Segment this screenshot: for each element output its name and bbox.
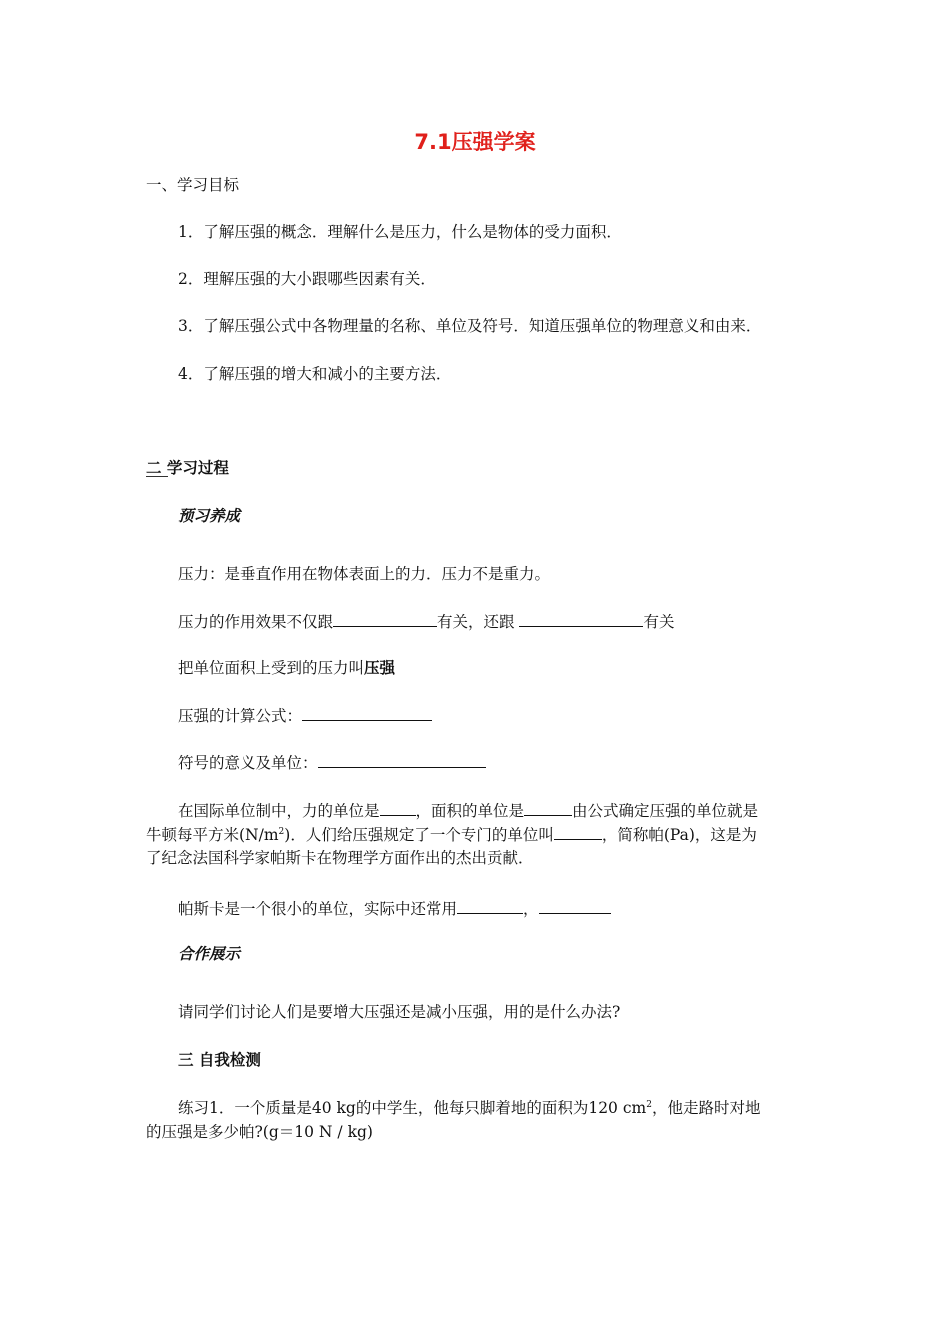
section-heading-selfcheck: 三 自我检测 bbox=[178, 1051, 261, 1069]
unit-area-text: 把单位面积上受到的压力叫 bbox=[178, 659, 365, 677]
si-paragraph-line-3: 了纪念法国科学家帕斯卡在物理学方面作出的杰出贡献． bbox=[146, 849, 534, 867]
goal-item: 3．了解压强公式中各物理量的名称、单位及符号．知道压强单位的物理意义和由来． bbox=[178, 317, 762, 335]
fill-blank[interactable] bbox=[519, 611, 643, 627]
fill-blank[interactable] bbox=[318, 752, 486, 768]
fill-blank[interactable] bbox=[302, 705, 432, 721]
exercise-text: 练习1．一个质量是40 kg的中学生，他每只脚着地的面积为120 cm bbox=[178, 1099, 647, 1117]
fill-blank[interactable] bbox=[333, 611, 437, 627]
effect-text-2: 有关，还跟 bbox=[437, 613, 520, 631]
fill-blank[interactable] bbox=[524, 800, 572, 816]
subheading-preview: 预习养成 bbox=[178, 507, 241, 525]
symbol-label: 符号的意义及单位： bbox=[178, 754, 318, 772]
subheading-cooperation: 合作展示 bbox=[178, 945, 241, 963]
cooperation-question: 请同学们讨论人们是要增大压强还是减小压强，用的是什么办法? bbox=[178, 1003, 621, 1021]
si-text: ，简称帕(Pa)，这是为 bbox=[601, 826, 757, 844]
pascal-line bbox=[178, 898, 611, 919]
goal-item: 4．了解压强的增大和减小的主要方法． bbox=[178, 365, 452, 383]
fill-blank[interactable] bbox=[539, 898, 611, 914]
fill-blank[interactable] bbox=[380, 800, 416, 816]
section-heading-goals: 一、学习目标 bbox=[146, 176, 240, 194]
effect-line bbox=[178, 611, 674, 632]
si-paragraph-line-1 bbox=[178, 800, 758, 821]
exercise-1-line-2: 的压强是多少帕?(g＝10 N / kg) bbox=[146, 1123, 373, 1141]
si-text: ，面积的单位是 bbox=[415, 802, 525, 820]
formula-line bbox=[178, 705, 432, 726]
pascal-text: 帕斯卡是一个很小的单位，实际中还常用 bbox=[178, 900, 458, 918]
si-paragraph-line-2 bbox=[146, 824, 757, 845]
effect-text-3: 有关 bbox=[643, 613, 675, 631]
fill-blank[interactable] bbox=[554, 824, 602, 840]
fill-blank[interactable] bbox=[457, 898, 523, 914]
exercise-text: ，他走路时对地 bbox=[651, 1099, 761, 1117]
si-text: 由公式确定压强的单位就是 bbox=[572, 802, 759, 820]
goal-item: 1．了解压强的概念．理解什么是压力，什么是物体的受力面积． bbox=[178, 223, 622, 241]
symbol-line bbox=[178, 752, 486, 773]
document-title: 7.1压强学案 bbox=[414, 130, 536, 154]
pressure-concept-line bbox=[178, 658, 395, 678]
pressure-term: 压强 bbox=[364, 659, 396, 677]
superscript: 2 bbox=[278, 826, 285, 837]
pressure-definition: 压力：是垂直作用在物体表面上的力．压力不是重力。 bbox=[178, 565, 551, 583]
exercise-1-line-1 bbox=[178, 1098, 760, 1118]
si-text: 牛顿每平方米(N/m bbox=[146, 826, 279, 844]
pascal-comma: ， bbox=[523, 900, 539, 918]
si-text: 在国际单位制中，力的单位是 bbox=[178, 802, 380, 820]
section-heading-process: 二 学习过程 bbox=[146, 459, 229, 477]
effect-text-1: 压力的作用效果不仅跟 bbox=[178, 613, 334, 631]
goal-item: 2．理解压强的大小跟哪些因素有关． bbox=[178, 270, 436, 288]
si-text: )．人们给压强规定了一个专门的单位叫 bbox=[284, 826, 554, 844]
formula-label: 压强的计算公式： bbox=[178, 707, 303, 725]
superscript: 2 bbox=[646, 1099, 652, 1110]
